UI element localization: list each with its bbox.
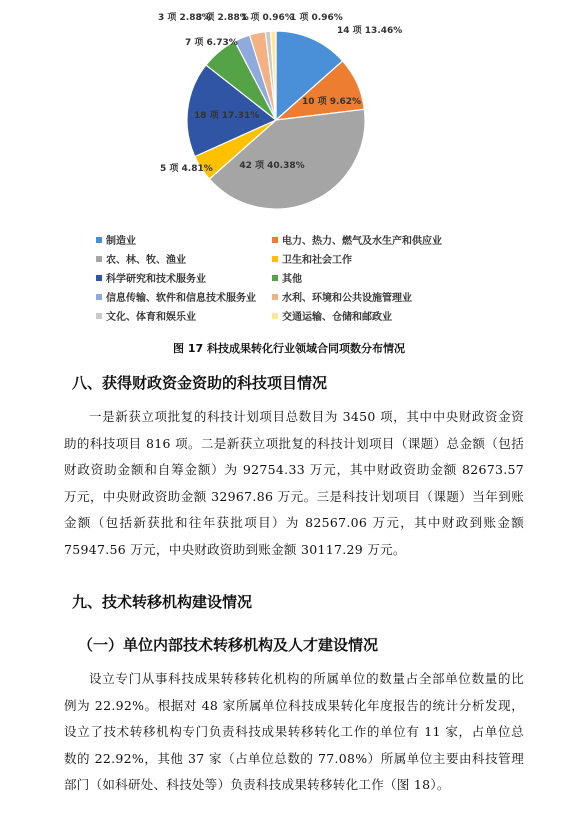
legend-item (272, 289, 412, 304)
legend-label: 制造业 (106, 236, 136, 247)
slice-data-label: 7 项 6.73% (185, 38, 238, 48)
legend-label: 文化、体育和娱乐业 (106, 312, 196, 323)
legend-item (96, 270, 206, 285)
slice-data-label: 42 项 40.38% (239, 161, 305, 171)
slice-data-label: 18 项 17.31% (194, 111, 260, 121)
slice-data-label: 3 项 2.88% (158, 13, 211, 23)
legend-label: 水利、环境和公共设施管理业 (282, 293, 412, 304)
legend-swatch (96, 313, 102, 319)
legend-label: 卫生和社会工作 (282, 255, 352, 266)
legend-item (96, 308, 196, 323)
legend-swatch (272, 256, 278, 262)
legend-swatch (272, 313, 278, 319)
section-9-heading: 九、技术转移机构建设情况 (72, 593, 253, 611)
legend-label: 其他 (282, 274, 302, 285)
legend-label: 科学研究和技术服务业 (106, 274, 206, 285)
figure-caption: 图 17 科技成果转化行业领域合同项数分布情况 (173, 342, 405, 355)
legend-label: 信息传输、软件和信息技术服务业 (106, 293, 256, 304)
legend-swatch (272, 294, 278, 300)
legend-swatch (272, 237, 278, 243)
legend-item (272, 308, 392, 323)
section-8-paragraph: 一是新获立项批复的科技计划项目总数目为 3450 项，其中中央财政资金资助的科技项目 816 项。二是新获立项批复的科技计划项目（课题）总金额（包括财政资助金额和自筹金额）为 92754.33 万元，其中财政资助金额 82673.57 万元，中央财政资助金额 32967.86 万元。三是科技计划项目（课题）当年到账金额（包括新获批和往年获批项目）为 82567.06 万元，其中财政到账金额 75947.56 万元，中央财政资助到账金额 30117.29 万元。 (64, 409, 524, 557)
legend-label: 农、林、牧、渔业 (106, 255, 186, 266)
legend-label: 交通运输、仓储和邮政业 (282, 312, 392, 323)
legend-item (96, 289, 256, 304)
legend-item (272, 270, 302, 285)
legend-item (96, 251, 186, 266)
pie-chart (0, 0, 578, 232)
slice-data-label: 10 项 9.62% (302, 97, 362, 107)
section-9-1-heading: （一）单位内部技术转移机构及人才建设情况 (78, 636, 379, 654)
legend-swatch (96, 294, 102, 300)
legend-swatch (96, 237, 102, 243)
slice-data-label: 1 项 0.96% (290, 13, 343, 23)
legend-swatch (96, 275, 102, 281)
slice-data-label: 14 项 13.46% (337, 26, 403, 36)
slice-data-label: 3 项 2.88% (196, 13, 249, 23)
legend-item (272, 251, 352, 266)
legend-label: 电力、热力、燃气及水生产和供应业 (282, 236, 442, 247)
section-9-paragraph: 设立专门从事科技成果转移转化机构的所属单位的数量占全部单位数量的比例为 22.92%。根据对 48 家所属单位科技成果转化年度报告的统计分析发现，设立了技术转移机构专门负责科技成果转移转化工作的单位有 11 家，占单位总数的 22.92%，其他 37 家（占单位总数的 77.08%）所属单位主要由科技管理部门（如科研处、科技处等）负责科技成果转移转化工作（图 18）。 (64, 671, 524, 792)
legend-swatch (272, 275, 278, 281)
slice-data-label: 5 项 4.81% (160, 164, 213, 174)
slice-data-label: 1 项 0.96% (241, 13, 294, 23)
legend-swatch (96, 256, 102, 262)
section-8-heading: 八、获得财政资金资助的科技项目情况 (72, 374, 328, 392)
legend-item (272, 232, 442, 247)
legend-item (96, 232, 136, 247)
